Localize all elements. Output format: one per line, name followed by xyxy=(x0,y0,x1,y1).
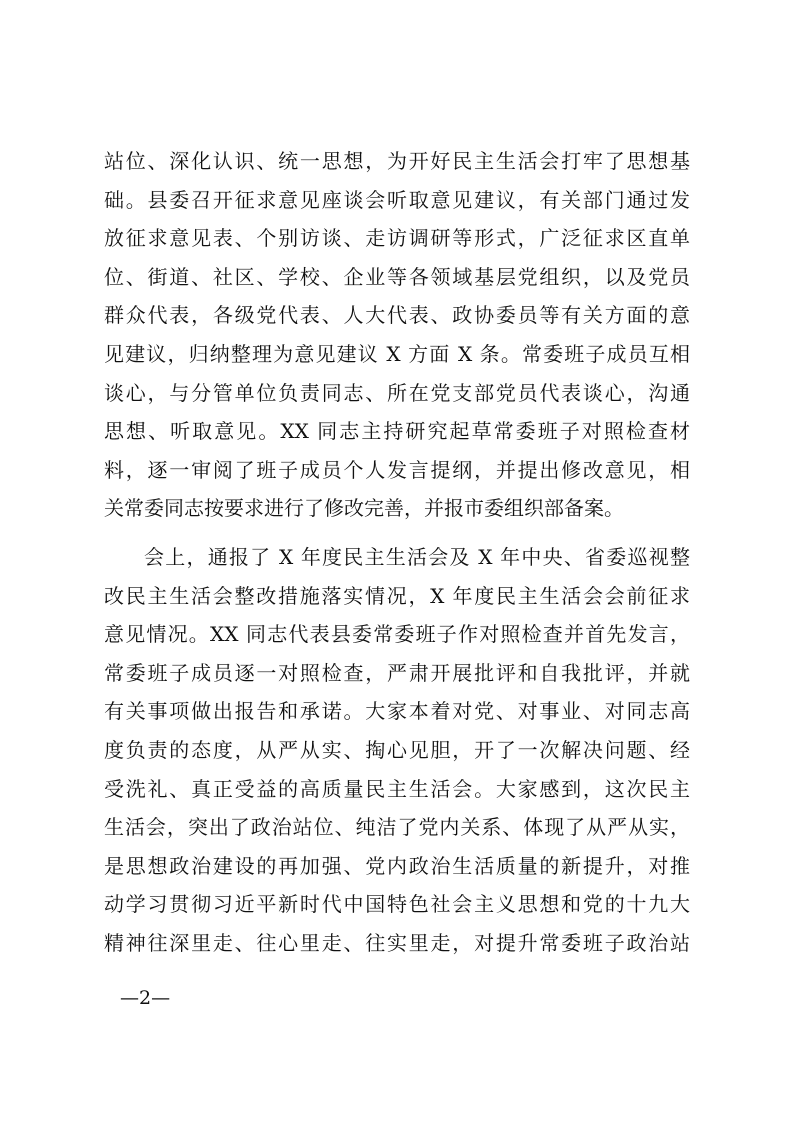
text-line: 是思想政治建设的再加强、党内政治生活质量的新提升，对推 xyxy=(104,853,690,878)
text-line: 站位、深化认识、统一思想，为开好民主生活会打牢了思想基 xyxy=(104,149,690,173)
text-line: 思想、听取意见。XX 同志主持研究起草常委班子对照检查材 xyxy=(104,419,690,444)
text-line: 动学习贯彻习近平新时代中国特色社会主义思想和党的十九大 xyxy=(104,892,690,917)
text-line: 料，逐一审阅了班子成员个人发言提纲，并提出修改意见，相 xyxy=(104,457,690,482)
paragraph-1 xyxy=(104,142,690,528)
text-line: 常委班子成员逐一对照检查，严肃开展批评和自我批评，并就 xyxy=(104,660,690,685)
text-line: 意见情况。XX 同志代表县委常委班子作对照检查并首先发言， xyxy=(104,622,690,647)
text-line: 度负责的态度，从严从实、掏心见胆，开了一次解决问题、经 xyxy=(104,737,690,762)
text-line: 改民主生活会整改措施落实情况，X 年度民主生活会会前征求 xyxy=(104,583,690,608)
text-line-indented: 会上，通报了 X 年度民主生活会及 X 年中央、省委巡视整 xyxy=(144,545,690,569)
text-line: 关常委同志按要求进行了修改完善，并报市委组织部备案。 xyxy=(104,496,624,521)
text-line: 受洗礼、真正受益的高质量民主生活会。大家感到，这次民主 xyxy=(104,776,690,801)
text-line: 精神往深里走、往心里走、往实里走，对提升常委班子政治站 xyxy=(104,930,690,955)
text-line: 础。县委召开征求意见座谈会听取意见建议，有关部门通过发 xyxy=(104,187,690,212)
text-line: 群众代表，各级党代表、人大代表、政协委员等有关方面的意 xyxy=(104,303,690,328)
text-line: 位、街道、社区、学校、企业等各领域基层党组织，以及党员 xyxy=(104,264,690,289)
text-line: 见建议，归纳整理为意见建议 X 方面 X 条。常委班子成员互相 xyxy=(104,341,690,366)
paragraph-2 xyxy=(104,538,690,963)
text-line: 生活会，突出了政治站位、纯洁了党内关系、体现了从严从实， xyxy=(104,815,690,840)
text-line: 谈心，与分管单位负责同志、所在党支部党员代表谈心，沟通 xyxy=(104,380,690,405)
page-number: —2— xyxy=(120,987,171,1009)
text-line: 放征求意见表、个别访谈、走访调研等形式，广泛征求区直单 xyxy=(104,226,690,251)
text-line: 有关事项做出报告和承诺。大家本着对党、对事业、对同志高 xyxy=(104,699,690,724)
